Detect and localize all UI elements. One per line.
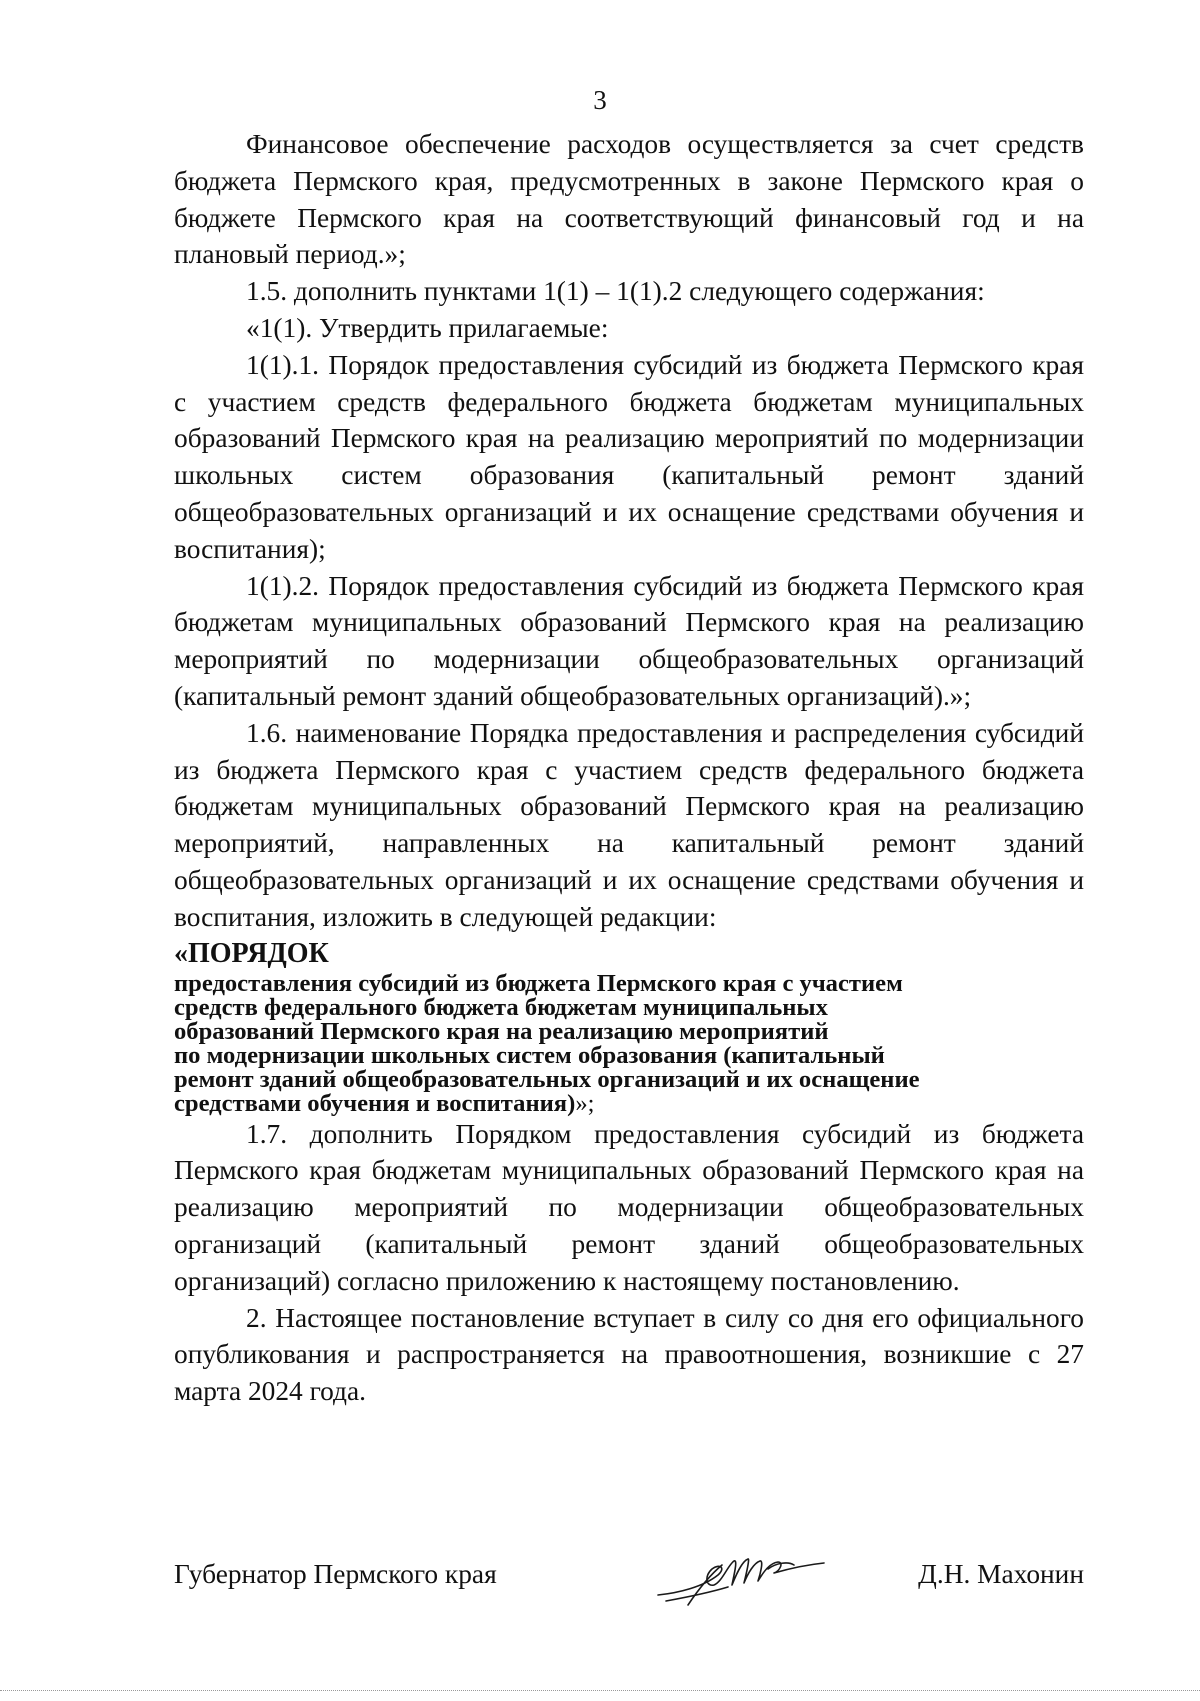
signatory-position: Губернатор Пермского края: [174, 1559, 497, 1589]
procedure-heading-title: «ПОРЯДОК: [174, 937, 329, 969]
scan-edge-line: [0, 1690, 1200, 1691]
subtitle-line: средств федерального бюджета бюджетам муниципальных: [174, 993, 828, 1021]
subtitle-line: предоставления субсидий из бюджета Пермского края с участием: [174, 969, 903, 997]
subtitle-line: средствами обучения и воспитания): [174, 1089, 576, 1117]
document-body: [174, 126, 1084, 1410]
handwritten-signature-icon: [648, 1535, 828, 1615]
page-number: 3: [593, 85, 607, 115]
subtitle-last-line: [174, 1089, 1084, 1117]
paragraph-item-1-1-1: 1(1).1. Порядок предоставления субсидий из бюджета Пермского края с участием средств федерального бюджета бюджетам муниципальных образований Пермского края на реализацию мероприятий по модернизации школьных систем образования (капитальный ремонт зданий общеобразовательных организаций и их оснащение средствами обучения и воспитания);: [174, 349, 1084, 564]
subtitle-line: по модернизации школьных систем образования (капитальный: [174, 1041, 885, 1069]
paragraph-item-2: 2. Настоящее постановление вступает в силу со дня его официального опубликования и распространяется на правоотношения, возникшие с 27 марта 2024 года.: [174, 1302, 1084, 1407]
paragraph-financing: Финансовое обеспечение расходов осуществляется за счет средств бюджета Пермского края, предусмотренных в законе Пермского края о бюджете Пермского края на соответствующий финансовый год и на плановый период.»;: [174, 129, 1084, 270]
paragraph-item-1-5: 1.5. дополнить пунктами 1(1) – 1(1).2 следующего содержания:: [246, 276, 985, 307]
signatory-name: Д.Н. Махонин: [918, 1559, 1084, 1589]
subtitle-line: образований Пермского края на реализацию мероприятий: [174, 1017, 829, 1045]
paragraph-item-1-7: 1.7. дополнить Порядком предоставления субсидий из бюджета Пермского края бюджетам муниципальных образований Пермского края на реализацию мероприятий по модернизации общеобразовательных организаций (капитальный ремонт зданий общеобразовательных организаций) согласно приложению к настоящему постановлению.: [174, 1118, 1084, 1296]
procedure-heading-subtitle: [174, 969, 1084, 1117]
paragraph-item-1-1-2: 1(1).2. Порядок предоставления субсидий из бюджета Пермского края бюджетам муниципальных образований Пермского края на реализацию мероприятий по модернизации общеобразовательных организаций (капитальный ремонт зданий общеобразовательных организаций).»;: [174, 570, 1084, 711]
subtitle-line: ремонт зданий общеобразовательных организаций и их оснащение: [174, 1065, 920, 1093]
paragraph-item-1-6: 1.6. наименование Порядка предоставления и распределения субсидий из бюджета Пермского края с участием средств федерального бюджета бюджетам муниципальных образований Пермского края на реализацию мероприятий, направленных на капитальный ремонт зданий общеобразовательных организаций и их оснащение средствами обучения и воспитания, изложить в следующей редакции:: [174, 717, 1084, 932]
subtitle-tail: »;: [575, 1089, 595, 1117]
paragraph-approve: «1(1). Утвердить прилагаемые:: [246, 312, 609, 343]
